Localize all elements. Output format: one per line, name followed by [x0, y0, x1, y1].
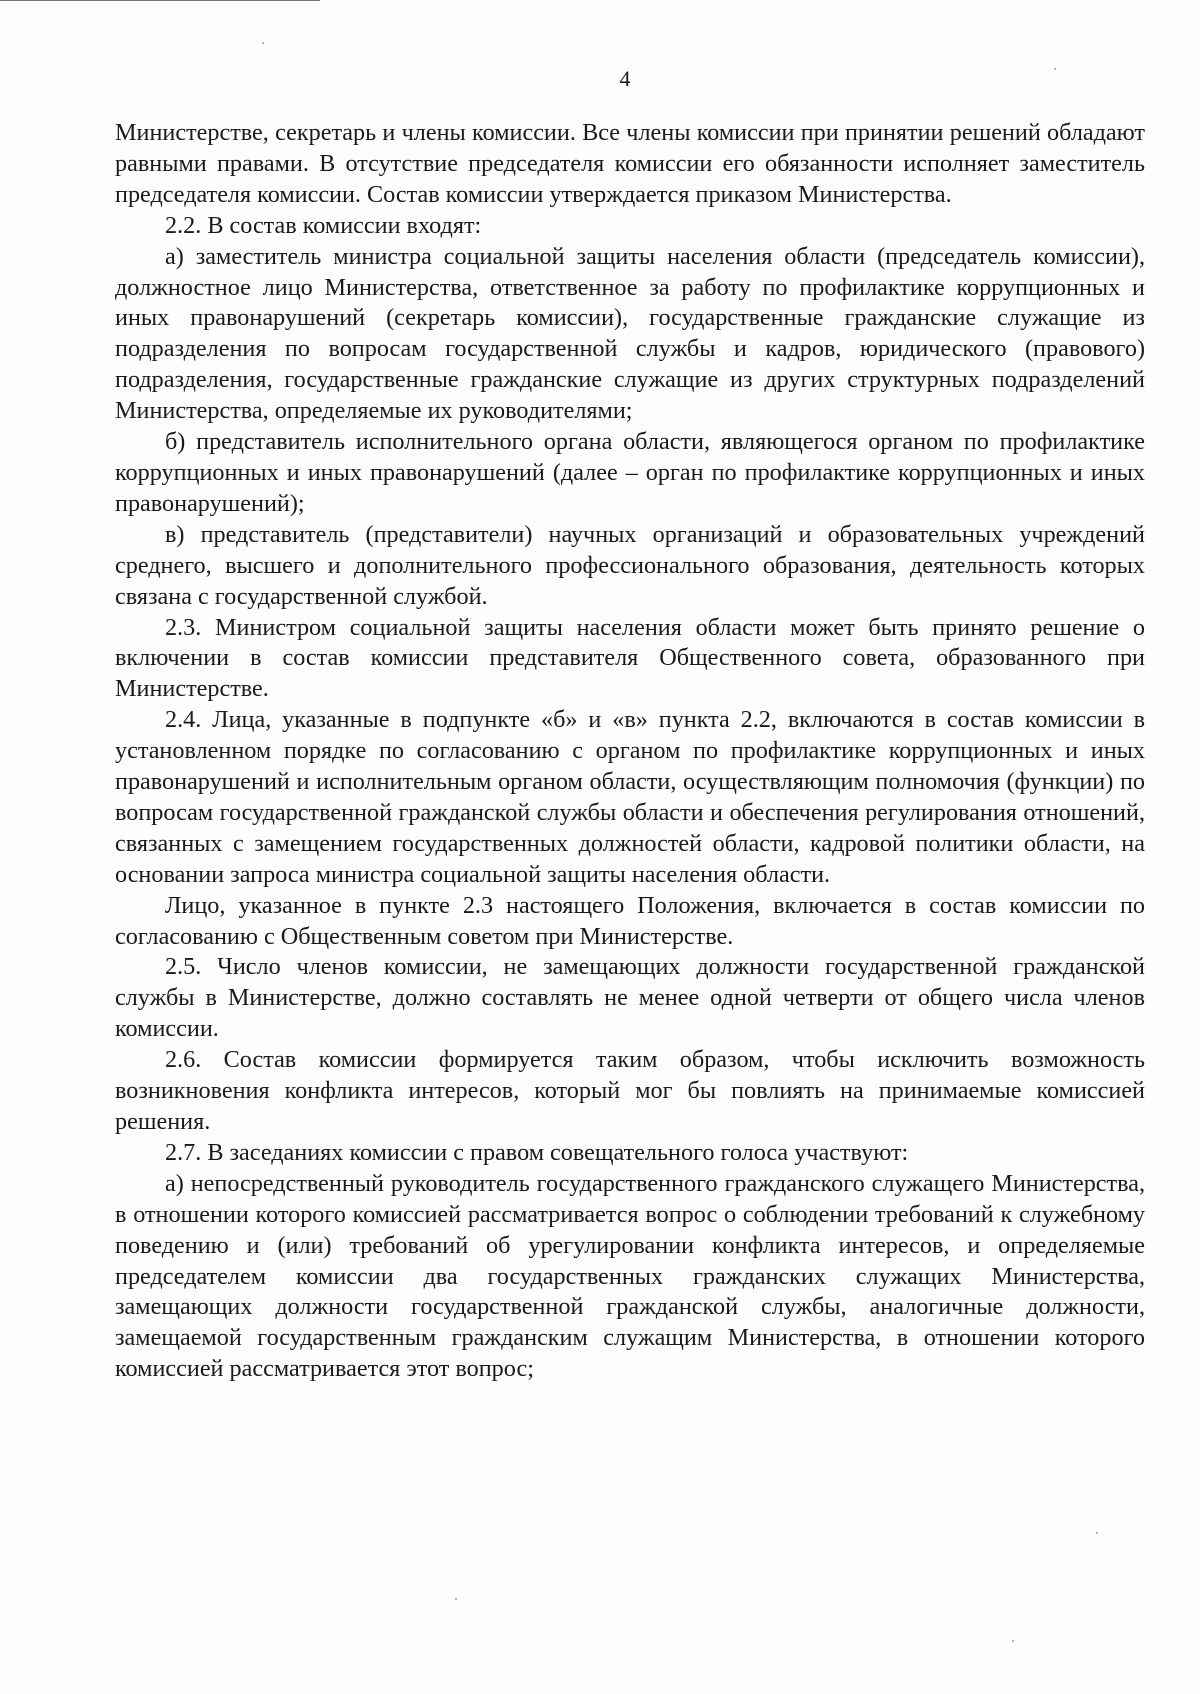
- paragraph-2-4: 2.4. Лица, указанные в подпункте «б» и «в» пункта 2.2, включаются в состав комиссии в установленном порядке по согласованию с органом по профилактике коррупционных и иных правонарушений и исполнительным органом области, осуществляющим полномочия (функции) по вопросам государственной гражданской службы области и обеспечения регулирования отношений, связанных с замещением государственных должностей области, кадровой политики области, на основании запроса министра социальной защиты населения области.: [115, 706, 1145, 888]
- scan-speck: [1054, 68, 1056, 70]
- paragraph-2-5: 2.5. Число членов комиссии, не замещающих должности государственной гражданской службы в Министерстве, должно составлять не менее одной четверти от общего числа членов комиссии.: [115, 953, 1145, 1043]
- document-body: [115, 118, 1145, 1385]
- scan-edge-line: [0, 0, 320, 1]
- paragraph-2-2-v: в) представитель (представители) научных организаций и образовательных учреждений среднего, высшего и дополнительного профессионального образования, деятельность которых связана с государственной службой.: [115, 520, 1145, 610]
- paragraph-2-4-note: Лицо, указанное в пункте 2.3 настоящего Положения, включается в состав комиссии по согласованию с Общественным советом при Министерстве.: [115, 891, 1145, 950]
- page-number: 4: [619, 66, 631, 91]
- scan-speck: [1096, 1532, 1098, 1534]
- paragraph-2-2-b: б) представитель исполнительного органа области, являющегося органом по профилактике коррупционных и иных правонарушений (далее – орган по профилактике коррупционных и иных правонарушений);: [115, 428, 1145, 517]
- paragraph-2-7-a: а) непосредственный руководитель государственного гражданского служащего Министерства, в отношении которого комиссией рассматривается вопрос о соблюдении требований к служебному поведению и (или) требований об урегулировании конфликта интересов, и определяемые председателем комиссии два государственных гражданских служащих Министерства, замещающих должности государственной гражданской службы, аналогичные должности, замещаемой государственным гражданским служащим Министерства, в отношении которого комиссией рассматривается этот вопрос;: [115, 1169, 1145, 1383]
- paragraph-2-2-a: а) заместитель министра социальной защиты населения области (председатель комиссии), должностное лицо Министерства, ответственное за работу по профилактике коррупционных и иных правонарушений (секретарь комиссии), государственные гражданские служащие из подразделения по вопросам государственной службы и кадров, юридического (правового) подразделения, государственные гражданские служащие из других структурных подразделений Министерства, определяемые их руководителями;: [115, 242, 1145, 425]
- scan-speck: [262, 42, 264, 44]
- paragraph-2-6: 2.6. Состав комиссии формируется таким образом, чтобы исключить возможность возникновения конфликта интересов, который мог бы повлиять на принимаемые комиссией решения.: [115, 1046, 1145, 1135]
- scan-speck: [455, 1598, 457, 1600]
- paragraph-2-2: 2.2. В состав комиссии входят:: [165, 211, 482, 239]
- paragraph-continuation: Министерстве, секретарь и члены комиссии. Все члены комиссии при принятии решений обладают равными правами. В отсутствие председателя комиссии его обязанности исполняет заместитель председателя комиссии. Состав комиссии утверждается приказом Министерства.: [115, 119, 1145, 208]
- paragraph-2-7: 2.7. В заседаниях комиссии с правом совещательного голоса участвуют:: [165, 1138, 909, 1166]
- scan-speck: [1012, 1640, 1014, 1642]
- paragraph-2-3: 2.3. Министром социальной защиты населения области может быть принято решение о включении в состав комиссии представителя Общественного совета, образованного при Министерстве.: [115, 613, 1145, 703]
